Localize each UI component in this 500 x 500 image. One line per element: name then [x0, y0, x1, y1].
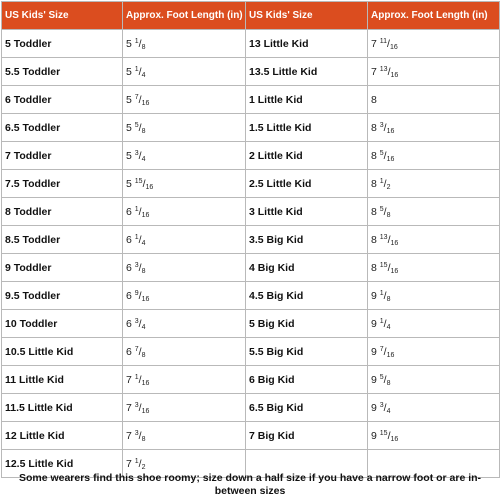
length-cell-right: [368, 170, 500, 198]
length-denominator: 4: [141, 239, 146, 247]
length-whole: 6: [126, 261, 132, 274]
foot-length-value: [126, 94, 149, 106]
size-cell-right: 7 Big Kid: [246, 422, 368, 450]
length-numerator: 1: [134, 205, 139, 213]
length-whole: 9: [371, 373, 377, 386]
length-denominator: 16: [386, 127, 395, 135]
size-cell-right: 13 Little Kid: [246, 30, 368, 58]
foot-length-value: [126, 430, 146, 442]
length-slash: /: [138, 93, 142, 106]
length-whole: 5: [126, 149, 132, 162]
length-whole: 5: [126, 121, 132, 134]
size-cell-left: 7 Toddler: [2, 142, 123, 170]
length-slash: /: [138, 401, 142, 414]
length-numerator: 3: [379, 401, 384, 409]
foot-length-value: [126, 38, 146, 50]
length-cell-right: [368, 282, 500, 310]
foot-length-value: [126, 290, 149, 302]
foot-length-value: [371, 458, 374, 470]
table-row: [2, 310, 500, 338]
table-row: [2, 198, 500, 226]
length-denominator: 8: [141, 127, 146, 135]
length-space: [371, 458, 374, 470]
length-denominator: 16: [390, 239, 399, 247]
table-body: [2, 30, 500, 478]
length-whole: 7: [371, 65, 377, 78]
length-slash: /: [138, 373, 142, 386]
length-denominator: 16: [390, 71, 399, 79]
length-cell-right: [368, 226, 500, 254]
length-slash: /: [138, 149, 142, 162]
length-slash: /: [138, 457, 142, 470]
length-denominator: 16: [386, 155, 395, 163]
size-cell-right: 13.5 Little Kid: [246, 58, 368, 86]
length-whole: 8: [371, 177, 377, 190]
length-denominator: 16: [141, 99, 150, 107]
length-whole: 9: [371, 401, 377, 414]
size-cell-left: 9.5 Toddler: [2, 282, 123, 310]
size-cell-left: 11.5 Little Kid: [2, 394, 123, 422]
length-numerator: 1: [134, 233, 139, 241]
length-whole: 7: [371, 37, 377, 50]
table-row: [2, 142, 500, 170]
length-cell-right: [368, 394, 500, 422]
length-denominator: 8: [386, 295, 391, 303]
length-cell-left: [123, 114, 246, 142]
size-cell-right: 1 Little Kid: [246, 86, 368, 114]
table-row: [2, 86, 500, 114]
length-whole: 6: [126, 289, 132, 302]
table-row: [2, 338, 500, 366]
foot-length-value: [126, 150, 146, 162]
length-cell-right: [368, 58, 500, 86]
length-whole: 9: [371, 317, 377, 330]
length-numerator: 11: [379, 37, 388, 45]
length-whole: 8: [371, 233, 377, 246]
length-slash: /: [138, 233, 142, 246]
size-cell-left: 7.5 Toddler: [2, 170, 123, 198]
length-numerator: 9: [134, 289, 139, 297]
length-numerator: 5: [134, 121, 139, 129]
size-cell-right: 4.5 Big Kid: [246, 282, 368, 310]
foot-length-value: [371, 402, 391, 414]
length-whole: 8: [371, 121, 377, 134]
foot-length-value: [126, 458, 146, 470]
size-cell-left: 6 Toddler: [2, 86, 123, 114]
foot-length-value: [371, 290, 391, 302]
length-numerator: 1: [379, 289, 384, 297]
size-cell-left: 5 Toddler: [2, 30, 123, 58]
foot-length-value: [126, 346, 146, 358]
length-whole: 7: [126, 401, 132, 414]
size-cell-left: 12 Little Kid: [2, 422, 123, 450]
length-denominator: 16: [145, 183, 154, 191]
length-slash: /: [387, 37, 390, 50]
size-cell-right: 3 Little Kid: [246, 198, 368, 226]
foot-length-value: [126, 262, 146, 274]
length-numerator: 1: [379, 317, 384, 325]
table-row: [2, 254, 500, 282]
length-denominator: 16: [141, 407, 150, 415]
size-cell-left: 11 Little Kid: [2, 366, 123, 394]
length-slash: /: [383, 401, 387, 414]
foot-length-value: [126, 402, 149, 414]
table-row: [2, 282, 500, 310]
table-row: [2, 422, 500, 450]
length-denominator: 4: [386, 407, 391, 415]
footnote: Some wearers find this shoe roomy; size down a half size if you have a narrow foot or are in-between sizes: [18, 472, 482, 497]
length-numerator: 1: [134, 373, 139, 381]
length-slash: /: [387, 65, 391, 78]
length-numerator: 1: [379, 177, 384, 185]
length-slash: /: [383, 205, 387, 218]
foot-length-value: [371, 178, 391, 190]
length-denominator: 4: [386, 323, 391, 331]
length-cell-left: [123, 30, 246, 58]
length-whole: 9: [371, 289, 377, 302]
length-numerator: 3: [134, 261, 139, 269]
length-cell-left: [123, 422, 246, 450]
length-numerator: 7: [379, 345, 384, 353]
length-whole: 7: [126, 457, 132, 470]
table-row: [2, 30, 500, 58]
foot-length-value: [371, 346, 394, 358]
length-slash: /: [387, 429, 391, 442]
size-cell-left: 8 Toddler: [2, 198, 123, 226]
size-cell-left: 5.5 Toddler: [2, 58, 123, 86]
length-whole: 9: [371, 429, 377, 442]
length-whole: 8: [371, 261, 377, 274]
size-cell-left: 10 Toddler: [2, 310, 123, 338]
foot-length-value: [126, 122, 146, 134]
foot-length-value: [371, 430, 398, 442]
length-numerator: 15: [379, 429, 388, 437]
foot-length-value: [371, 262, 398, 274]
size-cell-right: 1.5 Little Kid: [246, 114, 368, 142]
length-slash: /: [383, 149, 387, 162]
length-cell-right: [368, 142, 500, 170]
foot-length-value: [371, 234, 398, 246]
length-denominator: 16: [141, 379, 150, 387]
length-cell-left: [123, 310, 246, 338]
foot-length-value: [126, 66, 146, 78]
length-numerator: 3: [134, 401, 139, 409]
foot-length-value: [371, 206, 391, 218]
length-numerator: 5: [379, 149, 384, 157]
length-numerator: 5: [379, 373, 384, 381]
length-numerator: 3: [134, 149, 139, 157]
length-space: [377, 94, 380, 106]
length-slash: /: [387, 233, 391, 246]
length-denominator: 8: [141, 267, 146, 275]
header-length-left: Approx. Foot Length (in): [123, 2, 246, 30]
length-numerator: 3: [134, 429, 139, 437]
length-slash: /: [387, 261, 391, 274]
size-cell-right: 3.5 Big Kid: [246, 226, 368, 254]
length-whole: 7: [126, 373, 132, 386]
size-cell-right: 4 Big Kid: [246, 254, 368, 282]
foot-length-value: [371, 318, 391, 330]
length-slash: /: [138, 121, 142, 134]
length-slash: /: [138, 429, 142, 442]
length-cell-right: [368, 366, 500, 394]
table-row: [2, 366, 500, 394]
length-slash: /: [138, 261, 142, 274]
length-denominator: 2: [141, 463, 146, 471]
foot-length-value: [371, 94, 380, 106]
length-slash: /: [383, 289, 387, 302]
length-whole: 5: [126, 37, 132, 50]
length-numerator: 1: [134, 65, 139, 73]
table-row: [2, 394, 500, 422]
length-cell-left: [123, 58, 246, 86]
length-cell-left: [123, 282, 246, 310]
table-row: [2, 226, 500, 254]
length-slash: /: [138, 289, 142, 302]
header-size-right: US Kids' Size: [246, 2, 368, 30]
size-cell-right: 6.5 Big Kid: [246, 394, 368, 422]
length-cell-left: [123, 254, 246, 282]
length-denominator: 8: [386, 379, 391, 387]
length-slash: /: [383, 317, 387, 330]
length-numerator: 13: [379, 233, 388, 241]
foot-length-value: [126, 178, 153, 190]
length-cell-left: [123, 142, 246, 170]
length-denominator: 4: [141, 323, 146, 331]
foot-length-value: [371, 150, 394, 162]
size-cell-right: 5 Big Kid: [246, 310, 368, 338]
size-table: [1, 1, 500, 478]
size-cell-right: 6 Big Kid: [246, 366, 368, 394]
length-whole: 6: [126, 345, 132, 358]
header-size-left: US Kids' Size: [2, 2, 123, 30]
length-numerator: 13: [379, 65, 388, 73]
length-cell-left: [123, 198, 246, 226]
length-whole: 8: [371, 93, 377, 106]
length-denominator: 4: [141, 71, 146, 79]
length-numerator: 1: [134, 37, 139, 45]
size-cell-right: 2.5 Little Kid: [246, 170, 368, 198]
length-cell-right: [368, 86, 500, 114]
length-cell-left: [123, 394, 246, 422]
header-length-right: Approx. Foot Length (in): [368, 2, 500, 30]
length-numerator: 7: [134, 93, 139, 101]
length-whole: 6: [126, 317, 132, 330]
length-denominator: 4: [141, 155, 146, 163]
length-cell-left: [123, 338, 246, 366]
length-slash: /: [138, 65, 142, 78]
length-whole: 5: [126, 65, 132, 78]
length-denominator: 16: [390, 435, 399, 443]
length-cell-left: [123, 86, 246, 114]
length-whole: 5: [126, 177, 132, 190]
length-slash: /: [383, 121, 387, 134]
foot-length-value: [371, 66, 398, 78]
size-cell-left: 12.5 Little Kid: [2, 450, 123, 478]
length-denominator: 16: [386, 351, 395, 359]
length-numerator: 15: [379, 261, 388, 269]
length-cell-right: [368, 310, 500, 338]
length-whole: 5: [126, 93, 132, 106]
length-denominator: 16: [141, 295, 150, 303]
table-row: [2, 114, 500, 142]
length-denominator: 16: [390, 267, 399, 275]
table-row: [2, 58, 500, 86]
header-row: [2, 2, 500, 30]
length-whole: 9: [371, 345, 377, 358]
length-cell-right: [368, 254, 500, 282]
size-cell-left: 6.5 Toddler: [2, 114, 123, 142]
size-cell-right: 2 Little Kid: [246, 142, 368, 170]
length-whole: 8: [371, 205, 377, 218]
foot-length-value: [126, 374, 149, 386]
length-cell-left: [123, 366, 246, 394]
length-denominator: 2: [386, 183, 391, 191]
length-cell-left: [123, 226, 246, 254]
length-slash: /: [138, 345, 142, 358]
foot-length-value: [371, 374, 391, 386]
length-slash: /: [138, 37, 142, 50]
length-numerator: 3: [134, 317, 139, 325]
length-cell-right: [368, 114, 500, 142]
length-cell-right: [368, 338, 500, 366]
length-slash: /: [383, 373, 387, 386]
length-whole: 6: [126, 233, 132, 246]
length-cell-left: [123, 170, 246, 198]
length-denominator: 8: [141, 351, 146, 359]
size-cell-left: 8.5 Toddler: [2, 226, 123, 254]
length-numerator: 5: [379, 205, 384, 213]
length-denominator: 16: [141, 211, 150, 219]
foot-length-value: [126, 318, 146, 330]
length-whole: 8: [371, 149, 377, 162]
length-whole: 7: [126, 429, 132, 442]
length-cell-right: [368, 198, 500, 226]
size-cell-left: 10.5 Little Kid: [2, 338, 123, 366]
length-denominator: 16: [389, 43, 398, 51]
length-cell-right: [368, 30, 500, 58]
length-numerator: 3: [379, 121, 384, 129]
length-numerator: 1: [134, 457, 139, 465]
foot-length-value: [126, 206, 149, 218]
table-row: [2, 170, 500, 198]
length-slash: /: [142, 177, 146, 190]
length-denominator: 8: [141, 43, 146, 51]
length-denominator: 8: [141, 435, 146, 443]
foot-length-value: [126, 234, 146, 246]
size-cell-left: 9 Toddler: [2, 254, 123, 282]
length-cell-right: [368, 422, 500, 450]
length-slash: /: [138, 205, 142, 218]
length-denominator: 8: [386, 211, 391, 219]
size-cell-right: 5.5 Big Kid: [246, 338, 368, 366]
length-whole: 6: [126, 205, 132, 218]
length-slash: /: [138, 317, 142, 330]
length-numerator: 15: [134, 177, 143, 185]
foot-length-value: [371, 122, 394, 134]
length-numerator: 7: [134, 345, 139, 353]
length-slash: /: [383, 177, 387, 190]
foot-length-value: [371, 38, 398, 50]
length-slash: /: [383, 345, 387, 358]
